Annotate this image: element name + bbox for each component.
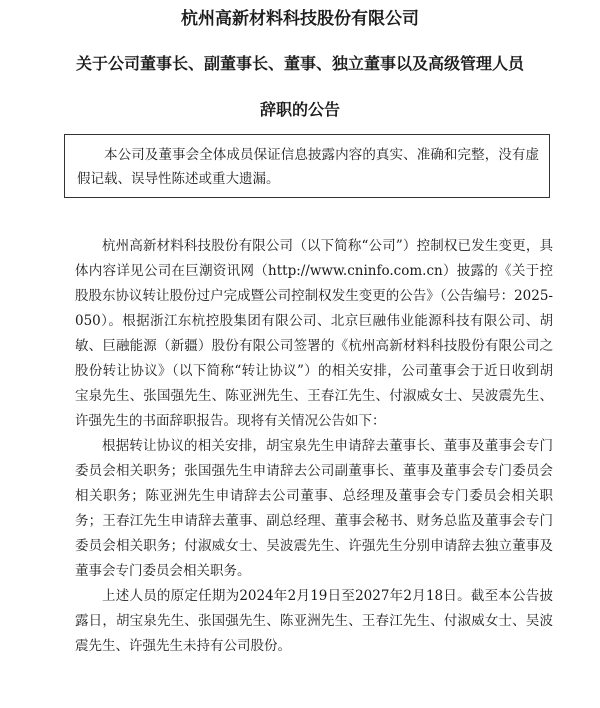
disclosure-statement-box <box>64 134 550 198</box>
body-paragraph-2: 根据转让协议的相关安排，胡宝泉先生申请辞去董事长、董事及董事会专门委员会相关职务；张国强先生申请辞去公司副董事长、董事及董事会专门委员会相关职务；陈亚洲先生申请辞去公司董事、总经理及董事会专门委员会相关职务；王春江先生申请辞去董事、副总经理、董事会秘书、财务总监及董事会专门委员会相关职务；付淑威女士、吴波震先生、许强先生分别申请辞去独立董事及董事会专门委员会相关职务。 <box>75 438 553 579</box>
announcement-body <box>75 234 553 659</box>
body-paragraph-3: 上述人员的原定任期为2024年2月19日至2027年2月18日。截至本公告披露日，胡宝泉先生、张国强先生、陈亚洲先生、王春江先生、付淑威女士、吴波震先生、许强先生未持有公司股份。 <box>75 588 553 654</box>
disclosure-statement: 本公司及董事会全体成员保证信息披露内容的真实、准确和完整，没有虚假记载、误导性陈述或重大遗漏。 <box>77 147 539 187</box>
announcement-title-line-2: 辞职的公告 <box>259 100 340 119</box>
announcement-title-line-1: 关于公司董事长、副董事长、董事、独立董事以及高级管理人员 <box>75 54 524 73</box>
company-name: 杭州高新材料科技股份有限公司 <box>181 9 419 29</box>
body-paragraph-1: 杭州高新材料科技股份有限公司（以下简称“公司”）控制权已发生变更，具体内容详见公司在巨潮资讯网（http://www.cninfo.com.cn）披露的《关于控股股东协议转让股份过户完成暨公司控制权发生变更的公告》（公告编号：2025-050）。根据浙江东杭控股集团有限公司、北京巨融伟业能源科技有限公司、胡敏、巨融能源（新疆）股份有限公司签署的《杭州高新材料科技股份有限公司之股份转让协议》（以下简称“转让协议”）的相关安排，公司董事会于近日收到胡宝泉先生、张国强先生、陈亚洲先生、王春江先生、付淑威女士、吴波震先生、许强先生的书面辞职报告。现将有关情况公告如下： <box>75 238 553 429</box>
